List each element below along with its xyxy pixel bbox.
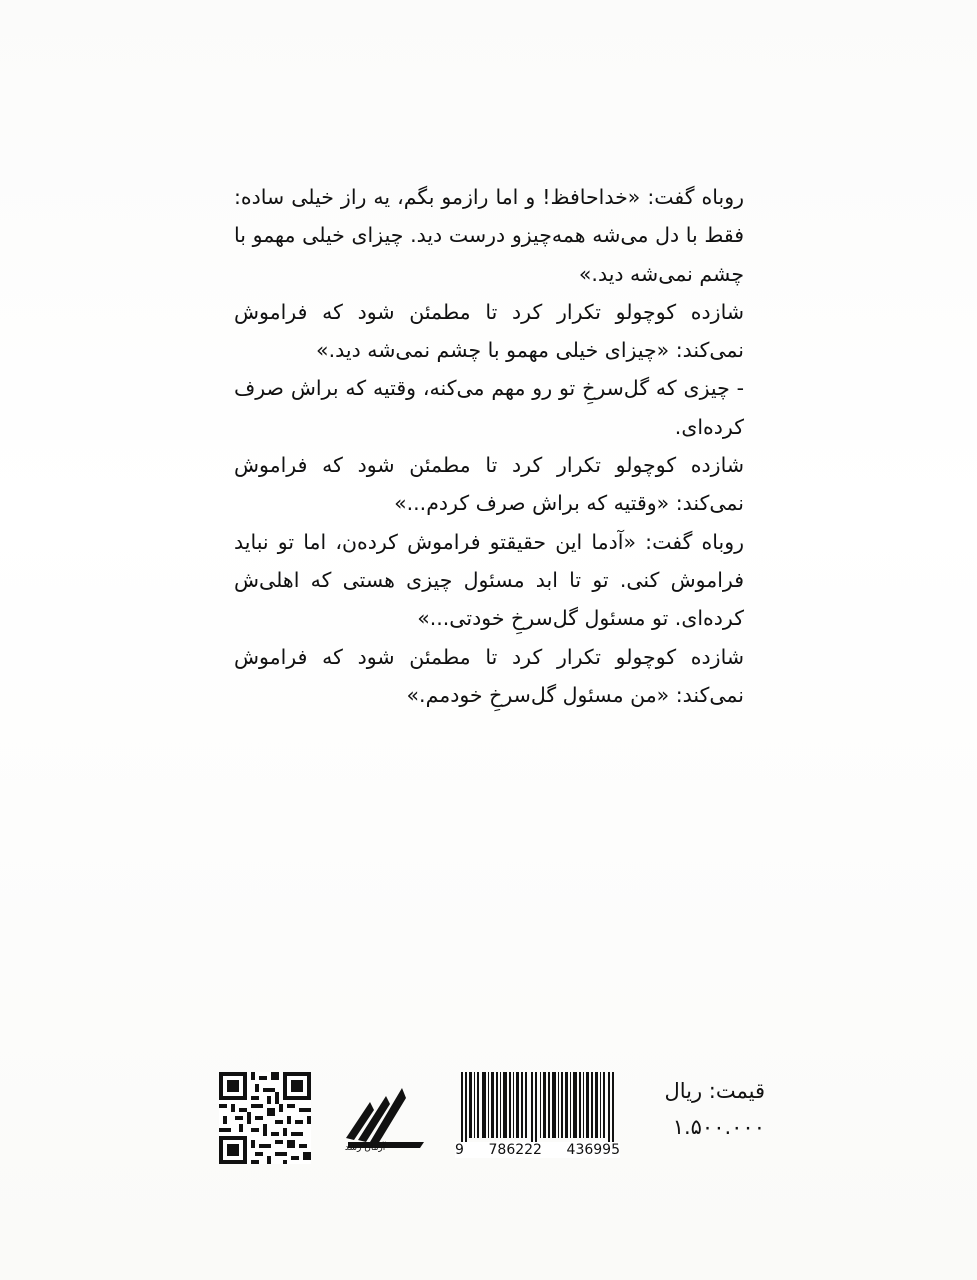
paragraph-2: شازده کوچولو تکرار کرد تا مطمئن شود که فراموش نمی‌کند: «چیزای خیلی مهمو با چشم نمی‌شه دید.» bbox=[234, 299, 744, 363]
paragraph-6: شازده کوچولو تکرار کرد تا مطمئن شود که فراموش نمی‌کند: «من مسئول گل‌سرخِ خودمم.» bbox=[234, 644, 744, 707]
price-block bbox=[605, 1073, 765, 1145]
quote-passage bbox=[234, 178, 744, 714]
price-label: قیمت: ریال bbox=[664, 1079, 765, 1103]
publisher-name: آرمان رشد bbox=[344, 1143, 386, 1153]
price-amount: ۱.۵۰۰.۰۰۰ bbox=[672, 1115, 765, 1139]
paragraph-4: شازده کوچولو تکرار کرد تا مطمئن شود که فراموش نمی‌کند: «وقتیه که براش صرف کردم...» bbox=[234, 453, 744, 516]
paragraph-3: - چیزی که گل‌سرخِ تو رو مهم می‌کنه، وقتیه که براش صرف کرده‌ای. bbox=[234, 376, 744, 439]
barcode-bars-icon bbox=[455, 1072, 620, 1148]
barcode-group-2: 436995 bbox=[566, 1142, 620, 1158]
barcode-group-1: 786222 bbox=[488, 1142, 542, 1158]
paragraph-1: روباه گفت: «خداحافظ! و اما رازمو بگم، یه راز خیلی ساده: فقط با دل می‌شه همه‌چیزو درست دید. چیزای خیلی مهمو با چشم نمی‌شه دید.» bbox=[234, 185, 744, 286]
barcode-digits bbox=[455, 1142, 620, 1158]
isbn-barcode bbox=[455, 1072, 620, 1166]
paragraph-5: روباه گفت: «آدما این حقیقتو فراموش کرده‌ن، اما تو نباید فراموش کنی. تو تا ابد مسئول چیزی هستی که اهلی‌ش کرده‌ای. تو مسئول گل‌سرخِ خودتی...» bbox=[234, 529, 744, 631]
qr-code-icon bbox=[219, 1072, 311, 1164]
barcode-lead-digit: 9 bbox=[455, 1142, 464, 1158]
